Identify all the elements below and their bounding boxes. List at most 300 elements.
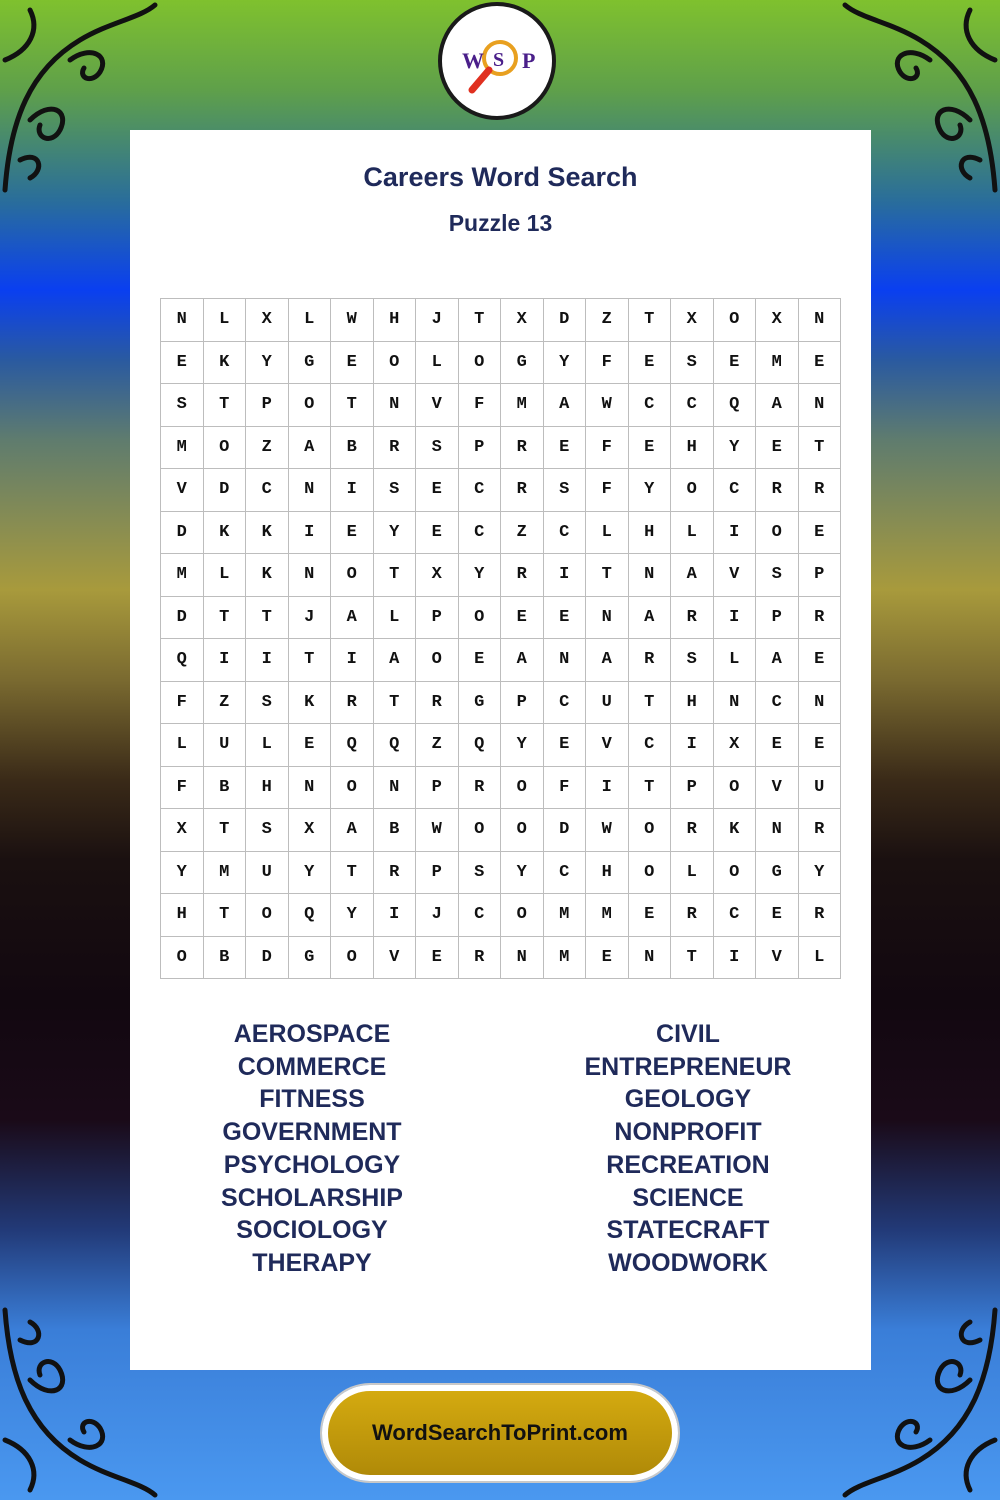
grid-cell[interactable]: W: [416, 809, 459, 852]
grid-cell[interactable]: A: [586, 639, 629, 682]
grid-row: [161, 384, 841, 427]
word-list-item: FITNESS: [259, 1085, 365, 1114]
grid-cell[interactable]: P: [671, 766, 714, 809]
grid-row: [161, 299, 841, 342]
grid-cell[interactable]: T: [246, 596, 289, 639]
grid-cell[interactable]: V: [756, 766, 799, 809]
grid-cell[interactable]: L: [416, 341, 459, 384]
grid-cell[interactable]: E: [161, 341, 204, 384]
grid-cell[interactable]: T: [458, 299, 501, 342]
word-list-item: GEOLOGY: [624, 1085, 752, 1114]
grid-cell[interactable]: L: [671, 851, 714, 894]
grid-cell[interactable]: S: [756, 554, 799, 597]
grid-cell[interactable]: D: [161, 511, 204, 554]
grid-cell[interactable]: T: [671, 936, 714, 979]
grid-cell[interactable]: R: [798, 469, 841, 512]
grid-cell[interactable]: M: [586, 894, 629, 937]
grid-cell[interactable]: E: [798, 511, 841, 554]
grid-cell[interactable]: Y: [288, 851, 331, 894]
grid-cell[interactable]: M: [161, 554, 204, 597]
grid-cell[interactable]: X: [501, 299, 544, 342]
grid-cell[interactable]: W: [331, 299, 374, 342]
grid-cell[interactable]: I: [713, 936, 756, 979]
grid-cell[interactable]: B: [203, 766, 246, 809]
grid-cell[interactable]: Y: [331, 894, 374, 937]
grid-cell[interactable]: O: [713, 766, 756, 809]
grid-cell[interactable]: C: [543, 851, 586, 894]
grid-cell[interactable]: F: [586, 341, 629, 384]
grid-cell[interactable]: O: [713, 851, 756, 894]
grid-cell[interactable]: Z: [501, 511, 544, 554]
grid-cell[interactable]: U: [798, 766, 841, 809]
grid-cell[interactable]: D: [543, 809, 586, 852]
grid-cell[interactable]: V: [586, 724, 629, 767]
grid-row: [161, 469, 841, 512]
grid-cell[interactable]: U: [246, 851, 289, 894]
grid-cell[interactable]: F: [586, 469, 629, 512]
grid-cell[interactable]: E: [331, 511, 374, 554]
grid-cell[interactable]: Y: [713, 426, 756, 469]
grid-cell[interactable]: A: [628, 596, 671, 639]
grid-cell[interactable]: J: [416, 299, 459, 342]
grid-cell[interactable]: E: [288, 724, 331, 767]
grid-cell[interactable]: F: [161, 766, 204, 809]
grid-cell[interactable]: X: [288, 809, 331, 852]
grid-cell[interactable]: O: [331, 766, 374, 809]
grid-cell[interactable]: H: [161, 894, 204, 937]
grid-cell[interactable]: A: [331, 596, 374, 639]
grid-cell[interactable]: A: [671, 554, 714, 597]
grid-cell[interactable]: R: [501, 426, 544, 469]
word-list-item: COMMERCE: [237, 1052, 387, 1081]
grid-cell[interactable]: E: [628, 894, 671, 937]
grid-cell[interactable]: E: [756, 426, 799, 469]
grid-cell[interactable]: N: [798, 384, 841, 427]
grid-cell[interactable]: A: [756, 639, 799, 682]
grid-cell[interactable]: E: [458, 639, 501, 682]
grid-cell[interactable]: T: [586, 554, 629, 597]
grid-row: [161, 681, 841, 724]
grid-cell[interactable]: E: [416, 936, 459, 979]
grid-cell[interactable]: M: [501, 384, 544, 427]
grid-cell[interactable]: H: [628, 511, 671, 554]
grid-cell[interactable]: L: [713, 639, 756, 682]
grid-cell[interactable]: O: [161, 936, 204, 979]
grid-cell[interactable]: Y: [246, 341, 289, 384]
grid-cell[interactable]: U: [586, 681, 629, 724]
grid-cell[interactable]: I: [713, 511, 756, 554]
grid-cell[interactable]: R: [416, 681, 459, 724]
grid-cell[interactable]: T: [798, 426, 841, 469]
grid-cell[interactable]: A: [288, 426, 331, 469]
grid-cell[interactable]: K: [288, 681, 331, 724]
grid-cell[interactable]: N: [543, 639, 586, 682]
grid-cell[interactable]: K: [203, 511, 246, 554]
grid-cell[interactable]: R: [628, 639, 671, 682]
word-list-item: GOVERNMENT: [222, 1118, 402, 1147]
grid-cell[interactable]: E: [798, 341, 841, 384]
grid-cell[interactable]: X: [756, 299, 799, 342]
grid-cell[interactable]: S: [458, 851, 501, 894]
grid-cell[interactable]: V: [713, 554, 756, 597]
grid-cell[interactable]: T: [373, 681, 416, 724]
grid-cell[interactable]: T: [373, 554, 416, 597]
word-list-left: [162, 1018, 462, 1280]
grid-row: [161, 426, 841, 469]
grid-cell[interactable]: R: [671, 894, 714, 937]
grid-cell[interactable]: I: [543, 554, 586, 597]
grid-cell[interactable]: G: [756, 851, 799, 894]
grid-cell[interactable]: E: [543, 426, 586, 469]
grid-cell[interactable]: G: [288, 341, 331, 384]
grid-cell[interactable]: K: [246, 511, 289, 554]
grid-cell[interactable]: C: [756, 681, 799, 724]
grid-cell[interactable]: R: [501, 469, 544, 512]
grid-cell[interactable]: R: [798, 596, 841, 639]
word-list-item: NONPROFIT: [614, 1118, 762, 1147]
grid-cell[interactable]: P: [246, 384, 289, 427]
grid-cell[interactable]: I: [331, 639, 374, 682]
grid-cell[interactable]: P: [798, 554, 841, 597]
grid-cell[interactable]: Y: [161, 851, 204, 894]
grid-cell[interactable]: J: [288, 596, 331, 639]
word-list-item: ENTREPRENEUR: [584, 1052, 792, 1081]
grid-cell[interactable]: C: [246, 469, 289, 512]
grid-cell[interactable]: S: [671, 341, 714, 384]
grid-cell[interactable]: X: [416, 554, 459, 597]
grid-cell[interactable]: M: [756, 341, 799, 384]
grid-cell[interactable]: T: [203, 894, 246, 937]
grid-cell[interactable]: O: [373, 341, 416, 384]
grid-cell[interactable]: E: [416, 469, 459, 512]
logo-letter-s: S: [493, 49, 505, 71]
grid-cell[interactable]: E: [756, 724, 799, 767]
grid-cell[interactable]: P: [416, 851, 459, 894]
grid-cell[interactable]: D: [246, 936, 289, 979]
grid-cell[interactable]: T: [203, 809, 246, 852]
grid-cell[interactable]: V: [373, 936, 416, 979]
grid-cell[interactable]: Q: [331, 724, 374, 767]
word-list-item: THERAPY: [252, 1248, 372, 1277]
grid-cell[interactable]: C: [458, 894, 501, 937]
grid-cell[interactable]: C: [543, 511, 586, 554]
grid-cell[interactable]: Y: [543, 341, 586, 384]
grid-cell[interactable]: S: [246, 681, 289, 724]
grid-cell[interactable]: Z: [203, 681, 246, 724]
grid-cell[interactable]: H: [373, 299, 416, 342]
grid-row: [161, 639, 841, 682]
word-list-item: PSYCHOLOGY: [223, 1150, 401, 1179]
grid-cell[interactable]: L: [671, 511, 714, 554]
word-list-right: [538, 1018, 838, 1280]
grid-cell[interactable]: P: [501, 681, 544, 724]
grid-cell[interactable]: T: [331, 384, 374, 427]
grid-row: [161, 724, 841, 767]
grid-cell[interactable]: T: [203, 384, 246, 427]
grid-cell[interactable]: R: [798, 809, 841, 852]
grid-cell[interactable]: P: [416, 766, 459, 809]
grid-cell[interactable]: L: [373, 596, 416, 639]
grid-cell[interactable]: O: [458, 596, 501, 639]
grid-cell[interactable]: N: [756, 809, 799, 852]
grid-cell[interactable]: A: [331, 809, 374, 852]
grid-cell[interactable]: H: [586, 851, 629, 894]
grid-cell[interactable]: P: [416, 596, 459, 639]
grid-cell[interactable]: L: [203, 299, 246, 342]
grid-cell[interactable]: C: [543, 681, 586, 724]
grid-cell[interactable]: O: [501, 894, 544, 937]
grid-cell[interactable]: E: [798, 639, 841, 682]
grid-cell[interactable]: H: [671, 681, 714, 724]
logo-letter-p: P: [522, 48, 536, 73]
grid-row: [161, 341, 841, 384]
grid-cell[interactable]: O: [501, 766, 544, 809]
grid-cell[interactable]: D: [161, 596, 204, 639]
grid-cell[interactable]: Z: [586, 299, 629, 342]
grid-cell[interactable]: L: [246, 724, 289, 767]
grid-cell[interactable]: C: [671, 384, 714, 427]
word-list-item: WOODWORK: [608, 1248, 768, 1277]
word-list-item: AEROSPACE: [233, 1020, 391, 1048]
page-title: Careers Word Search: [363, 162, 638, 192]
grid-cell[interactable]: Z: [416, 724, 459, 767]
grid-cell[interactable]: E: [628, 426, 671, 469]
grid-cell[interactable]: R: [798, 894, 841, 937]
grid-cell[interactable]: R: [671, 809, 714, 852]
grid-row: [161, 936, 841, 979]
grid-cell[interactable]: F: [458, 384, 501, 427]
grid-cell[interactable]: V: [416, 384, 459, 427]
word-list-item: STATECRAFT: [606, 1216, 770, 1245]
grid-cell[interactable]: X: [246, 299, 289, 342]
grid-row: [161, 511, 841, 554]
grid-cell[interactable]: S: [373, 469, 416, 512]
grid-cell[interactable]: O: [331, 554, 374, 597]
grid-row: [161, 851, 841, 894]
grid-cell[interactable]: C: [458, 469, 501, 512]
grid-cell[interactable]: T: [288, 639, 331, 682]
grid-cell[interactable]: S: [161, 384, 204, 427]
grid-cell[interactable]: X: [713, 724, 756, 767]
word-list-item: SOCIOLOGY: [236, 1216, 388, 1245]
grid-cell[interactable]: N: [288, 469, 331, 512]
grid-cell[interactable]: C: [628, 724, 671, 767]
grid-cell[interactable]: I: [331, 469, 374, 512]
grid-cell[interactable]: P: [756, 596, 799, 639]
grid-cell[interactable]: Z: [246, 426, 289, 469]
grid-row: [161, 766, 841, 809]
grid-row: [161, 554, 841, 597]
grid-cell[interactable]: I: [373, 894, 416, 937]
grid-cell[interactable]: R: [671, 596, 714, 639]
grid-cell[interactable]: R: [373, 851, 416, 894]
grid-cell[interactable]: B: [373, 809, 416, 852]
grid-cell[interactable]: N: [798, 299, 841, 342]
grid-cell[interactable]: E: [543, 724, 586, 767]
grid-cell[interactable]: C: [628, 384, 671, 427]
grid-cell[interactable]: Q: [458, 724, 501, 767]
logo-letter-w: W: [462, 48, 484, 73]
grid-cell[interactable]: E: [586, 936, 629, 979]
grid-cell[interactable]: Q: [713, 384, 756, 427]
grid-cell[interactable]: Y: [501, 851, 544, 894]
grid-cell[interactable]: O: [203, 426, 246, 469]
grid-cell[interactable]: Y: [798, 851, 841, 894]
grid-cell[interactable]: O: [756, 511, 799, 554]
grid-cell[interactable]: O: [628, 809, 671, 852]
grid-cell[interactable]: I: [586, 766, 629, 809]
grid-cell[interactable]: G: [458, 681, 501, 724]
grid-cell[interactable]: F: [586, 426, 629, 469]
grid-cell[interactable]: B: [331, 426, 374, 469]
grid-cell[interactable]: L: [586, 511, 629, 554]
grid-row: [161, 596, 841, 639]
grid-cell[interactable]: N: [586, 596, 629, 639]
grid-cell[interactable]: C: [713, 894, 756, 937]
grid-cell[interactable]: G: [501, 341, 544, 384]
grid-cell[interactable]: H: [671, 426, 714, 469]
grid-cell[interactable]: U: [203, 724, 246, 767]
grid-cell[interactable]: M: [161, 426, 204, 469]
grid-cell[interactable]: L: [161, 724, 204, 767]
grid-cell[interactable]: F: [543, 766, 586, 809]
grid-cell[interactable]: I: [288, 511, 331, 554]
grid-cell[interactable]: O: [713, 299, 756, 342]
grid-cell[interactable]: K: [713, 809, 756, 852]
grid-cell[interactable]: I: [246, 639, 289, 682]
grid-cell[interactable]: A: [501, 639, 544, 682]
grid-cell[interactable]: E: [331, 341, 374, 384]
word-list-item: SCHOLARSHIP: [221, 1183, 403, 1212]
word-list-item: RECREATION: [606, 1150, 770, 1179]
grid-cell[interactable]: T: [203, 596, 246, 639]
grid-cell[interactable]: W: [586, 809, 629, 852]
grid-cell[interactable]: N: [501, 936, 544, 979]
grid-cell[interactable]: N: [628, 936, 671, 979]
grid-cell[interactable]: O: [501, 809, 544, 852]
grid-cell[interactable]: P: [458, 426, 501, 469]
grid-cell[interactable]: Y: [501, 724, 544, 767]
grid-cell[interactable]: C: [458, 511, 501, 554]
grid-cell[interactable]: N: [373, 384, 416, 427]
grid-row: [161, 894, 841, 937]
grid-cell[interactable]: D: [543, 299, 586, 342]
grid-cell[interactable]: M: [543, 894, 586, 937]
grid-cell[interactable]: Q: [161, 639, 204, 682]
grid-row: [161, 809, 841, 852]
grid-cell[interactable]: O: [331, 936, 374, 979]
grid-cell[interactable]: M: [203, 851, 246, 894]
grid-cell[interactable]: S: [246, 809, 289, 852]
grid-cell[interactable]: E: [798, 724, 841, 767]
grid-cell[interactable]: W: [586, 384, 629, 427]
grid-cell[interactable]: Y: [628, 469, 671, 512]
grid-cell[interactable]: E: [756, 894, 799, 937]
grid-cell[interactable]: Q: [373, 724, 416, 767]
grid-cell[interactable]: E: [543, 596, 586, 639]
grid-cell[interactable]: I: [713, 596, 756, 639]
grid-cell[interactable]: M: [543, 936, 586, 979]
grid-cell[interactable]: N: [798, 681, 841, 724]
grid-cell[interactable]: X: [671, 299, 714, 342]
grid-cell[interactable]: S: [416, 426, 459, 469]
grid-cell[interactable]: X: [161, 809, 204, 852]
grid-cell[interactable]: K: [246, 554, 289, 597]
grid-cell[interactable]: O: [416, 639, 459, 682]
grid-cell[interactable]: R: [501, 554, 544, 597]
grid-cell[interactable]: J: [416, 894, 459, 937]
grid-cell[interactable]: E: [628, 341, 671, 384]
puzzle-card: [130, 130, 871, 1370]
grid-cell[interactable]: N: [161, 299, 204, 342]
magnifier-icon: [442, 6, 552, 116]
grid-cell[interactable]: E: [416, 511, 459, 554]
grid-cell[interactable]: I: [671, 724, 714, 767]
grid-cell[interactable]: E: [501, 596, 544, 639]
site-link-button[interactable]: WordSearchToPrint.com: [322, 1385, 678, 1481]
grid-cell[interactable]: Y: [373, 511, 416, 554]
grid-cell[interactable]: C: [713, 469, 756, 512]
grid-cell[interactable]: K: [203, 341, 246, 384]
grid-cell[interactable]: L: [203, 554, 246, 597]
grid-cell[interactable]: L: [288, 299, 331, 342]
grid-cell[interactable]: T: [628, 299, 671, 342]
grid-cell[interactable]: G: [288, 936, 331, 979]
grid-cell[interactable]: A: [373, 639, 416, 682]
grid-cell[interactable]: V: [161, 469, 204, 512]
grid-cell[interactable]: T: [628, 681, 671, 724]
grid-cell[interactable]: R: [331, 681, 374, 724]
grid-cell[interactable]: B: [203, 936, 246, 979]
word-list-item: CIVIL: [656, 1020, 720, 1048]
grid-cell[interactable]: N: [288, 554, 331, 597]
letter-grid[interactable]: [160, 298, 841, 979]
grid-cell[interactable]: E: [713, 341, 756, 384]
puzzle-number: Puzzle 13: [448, 210, 553, 236]
grid-cell[interactable]: V: [756, 936, 799, 979]
grid-cell[interactable]: N: [373, 766, 416, 809]
grid-cell[interactable]: O: [671, 469, 714, 512]
grid-cell[interactable]: I: [203, 639, 246, 682]
wsp-logo[interactable]: [438, 2, 556, 120]
grid-cell[interactable]: O: [458, 341, 501, 384]
grid-cell[interactable]: D: [203, 469, 246, 512]
grid-cell[interactable]: N: [628, 554, 671, 597]
grid-cell[interactable]: S: [543, 469, 586, 512]
grid-cell[interactable]: H: [246, 766, 289, 809]
grid-cell[interactable]: O: [246, 894, 289, 937]
grid-cell[interactable]: Q: [288, 894, 331, 937]
grid-cell[interactable]: T: [331, 851, 374, 894]
grid-cell[interactable]: A: [543, 384, 586, 427]
grid-cell[interactable]: N: [288, 766, 331, 809]
grid-cell[interactable]: Y: [458, 554, 501, 597]
grid-cell[interactable]: T: [628, 766, 671, 809]
grid-cell[interactable]: O: [458, 809, 501, 852]
grid-cell[interactable]: R: [756, 469, 799, 512]
grid-cell[interactable]: O: [288, 384, 331, 427]
grid-cell[interactable]: R: [458, 936, 501, 979]
grid-cell[interactable]: R: [373, 426, 416, 469]
grid-cell[interactable]: N: [713, 681, 756, 724]
word-list-item: SCIENCE: [632, 1183, 744, 1212]
grid-cell[interactable]: S: [671, 639, 714, 682]
grid-cell[interactable]: R: [458, 766, 501, 809]
grid-cell[interactable]: L: [798, 936, 841, 979]
grid-cell[interactable]: F: [161, 681, 204, 724]
grid-cell[interactable]: A: [756, 384, 799, 427]
grid-cell[interactable]: O: [628, 851, 671, 894]
